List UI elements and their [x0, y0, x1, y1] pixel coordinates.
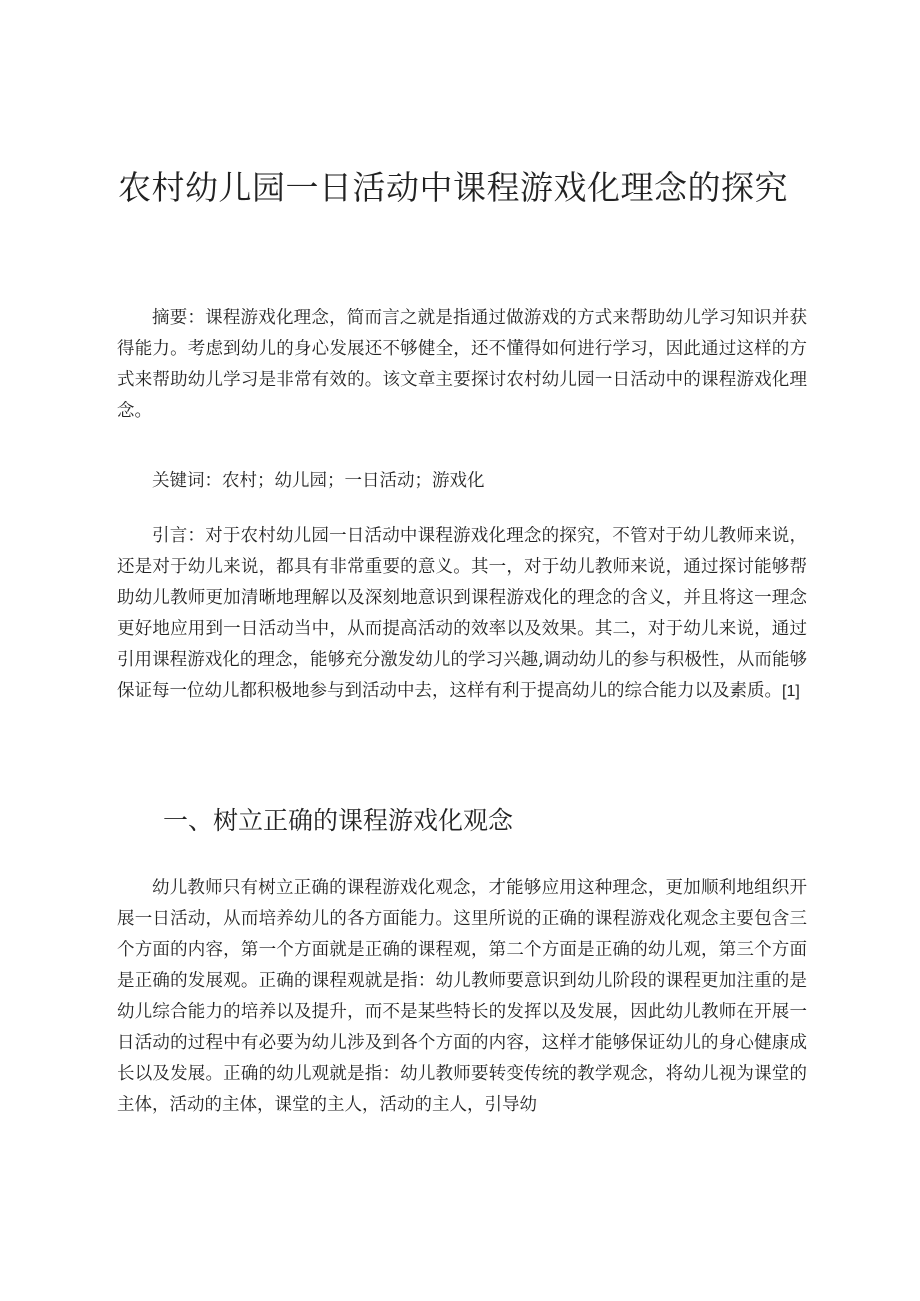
introduction-text: 引言：对于农村幼儿园一日活动中课程游戏化理念的探究，不管对于幼儿教师来说，还是对于幼儿来说，都具有非常重要的意义。其一，对于幼儿教师来说，通过探讨能够帮助幼儿教师更加清晰地理解以及深刻地意识到课程游戏化的理念的含义，并且将这一理念更好地应用到一日活动当中，从而提高活动的效率以及效果。其二，对于幼儿来说，通过引用课程游戏化的理念，能够充分激发幼儿的学习兴趣,调动幼儿的参与积极性，从而能够保证每一位幼儿都积极地参与到活动中去，这样有利于提高幼儿的综合能力以及素质。	[117, 526, 807, 701]
citation-reference[interactable]: [1]	[782, 683, 800, 700]
abstract-paragraph: 摘要：课程游戏化理念，简而言之就是指通过做游戏的方式来帮助幼儿学习知识并获得能力。考虑到幼儿的身心发展还不够健全，还不懂得如何进行学习，因此通过这样的方式来帮助幼儿学习是非常有效的。该文章主要探讨农村幼儿园一日活动中的课程游戏化理念。	[117, 308, 807, 421]
section-1-body-paragraph: 幼儿教师只有树立正确的课程游戏化观念，才能够应用这种理念，更加顺利地组织开展一日活动，从而培养幼儿的各方面能力。这里所说的正确的课程游戏化观念主要包含三个方面的内容，第一个方面就是正确的课程观，第二个方面是正确的幼儿观，第三个方面是正确的发展观。正确的课程观就是指：幼儿教师要意识到幼儿阶段的课程更加注重的是幼儿综合能力的培养以及提升，而不是某些特长的发挥以及发展，因此幼儿教师在开展一日活动的过程中有必要为幼儿涉及到各个方面的内容，这样才能够保证幼儿的身心健康成长以及发展。正确的幼儿观就是指：幼儿教师要转变传统的教学观念，将幼儿视为课堂的主体，活动的主体，课堂的主人，活动的主人，引导幼	[117, 878, 807, 1115]
introduction-paragraph	[117, 521, 807, 707]
keywords-paragraph: 关键词：农村；幼儿园；一日活动；游戏化	[152, 471, 485, 491]
section-heading-1: 一、树立正确的课程游戏化观念	[163, 806, 514, 835]
document-title: 农村幼儿园一日活动中课程游戏化理念的探究	[118, 168, 788, 207]
